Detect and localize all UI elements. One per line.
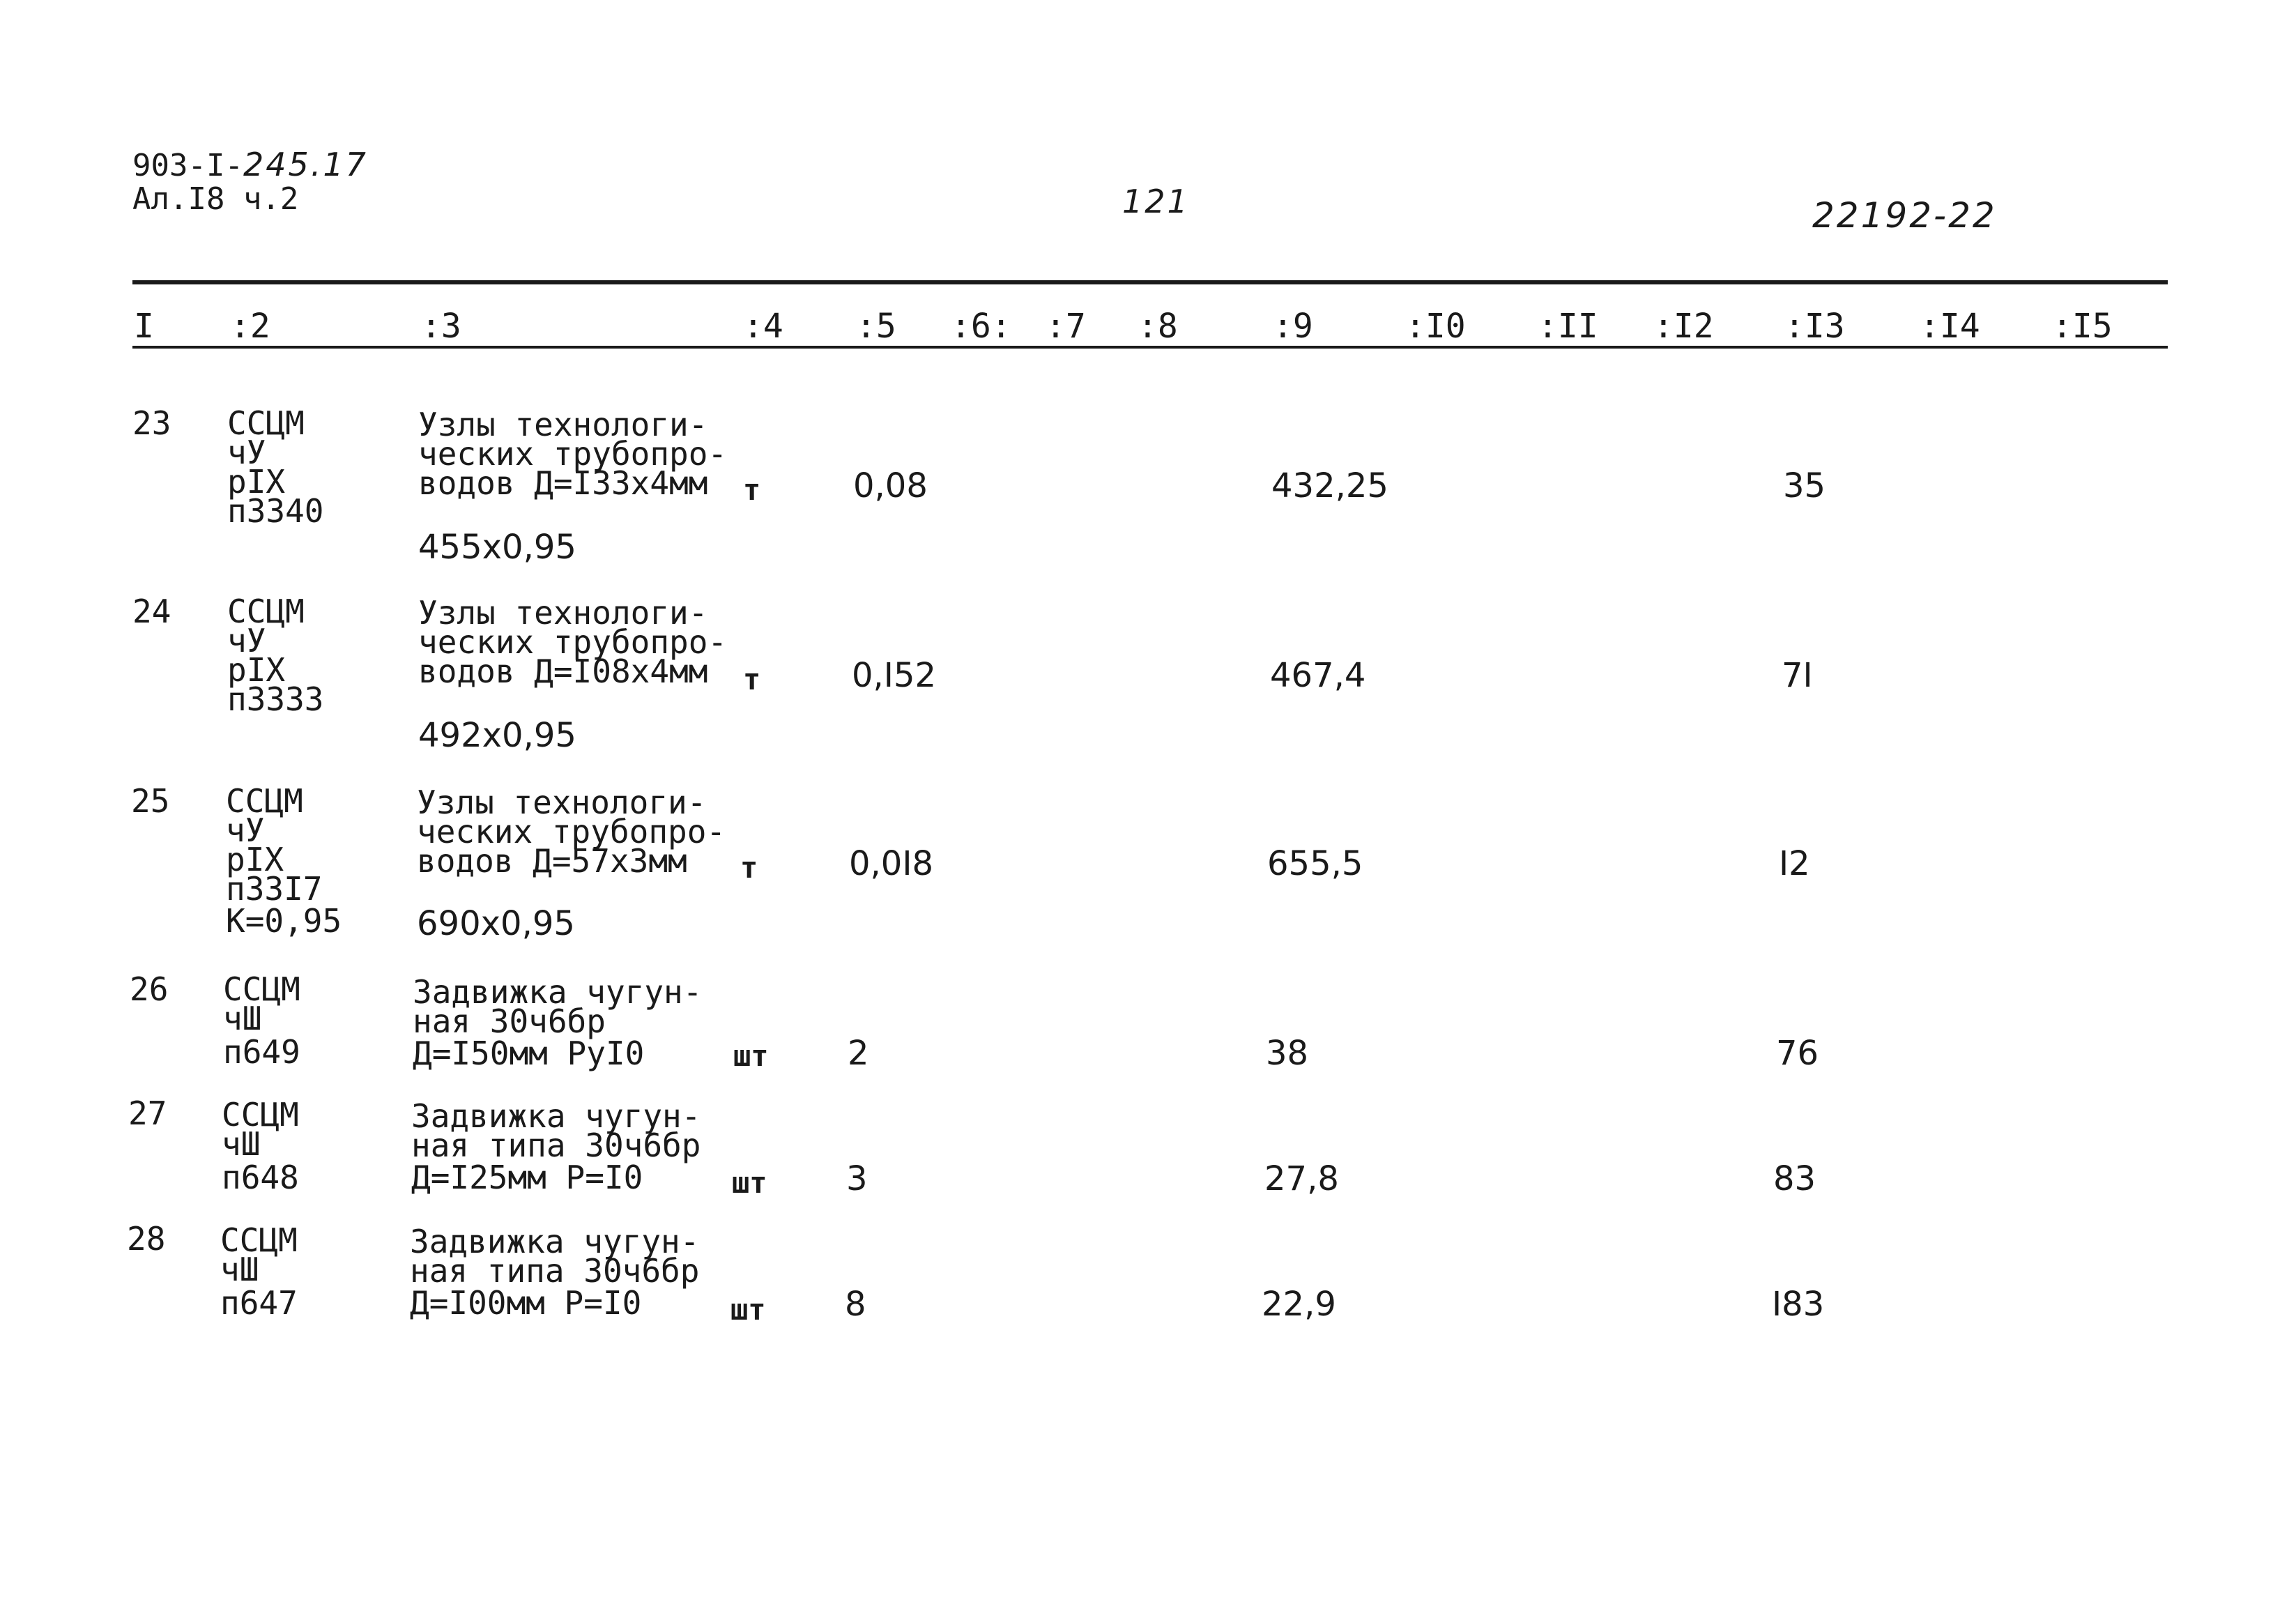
col-header-4: :4 [743,307,783,346]
resource-code-line: чУ [227,622,266,659]
row-number: 26 [130,970,169,1008]
resource-code-line: п3333 [227,680,324,718]
item-name-line: водов Д=I33x4мм [418,464,708,502]
col-header-1: I [134,307,154,346]
item-name-line: ная 30ч6бр [413,1002,606,1040]
row-number: 28 [127,1220,166,1258]
item-name-line: ная типа 30ч6бр [411,1127,701,1164]
item-name-line: ческих трубопро- [418,623,728,661]
resource-code-line: ССЦМ [222,1096,299,1134]
col-header-5: :5 [856,307,896,346]
quantity: 0,0I8 [849,844,934,883]
unit-price: 27,8 [1264,1159,1339,1198]
item-name-line: Узлы технологи- [418,594,708,632]
resource-code-line: п33I7 [226,870,323,908]
unit: т [743,473,761,507]
row-number: 24 [132,593,171,630]
header-rule-bottom [132,346,2168,349]
unit-price: 432,25 [1271,466,1388,505]
row-number: 25 [131,782,170,820]
doc-code-prefix: 903-I- [132,148,243,183]
resource-code-line: рIX [226,841,284,878]
col-header-12: :I2 [1653,307,1714,346]
item-name-line: Задвижка чугун- [411,1097,701,1135]
resource-code-line: чШ [220,1251,259,1288]
unit: шт [733,1039,769,1073]
unit-price: 467,4 [1270,656,1366,695]
item-name-line: ческих трубопро- [417,813,726,850]
quantity: 2 [848,1034,869,1073]
resource-code-line: рIX [227,651,286,689]
quantity: 8 [845,1285,866,1324]
unit: т [743,662,761,696]
col-header-13: :I3 [1784,307,1845,346]
row-number: 27 [128,1094,167,1132]
unit: шт [730,1292,766,1327]
item-calc: 455х0,95 [418,528,576,567]
resource-code-line: п647 [220,1284,298,1322]
resource-code-line: ССЦМ [227,593,305,630]
resource-code-line: ССЦМ [227,404,305,442]
col-header-14: :I4 [1920,307,1980,346]
unit-price: 38 [1266,1034,1309,1073]
col-header-11: :II [1538,307,1598,346]
item-name-line: ная типа 30ч6бр [410,1252,700,1290]
doc-code [132,148,368,183]
col-header-6: :6: [951,307,1011,346]
doc-code-handwritten: 245.17 [243,146,368,183]
resource-code-line: ССЦМ [226,782,303,820]
col-header-3: :3 [421,307,461,346]
total-cost: 35 [1783,466,1826,505]
total-cost: 7I [1782,656,1813,695]
item-name-line: ческих трубопро- [418,435,728,473]
sheet-code: 22192-22 [1812,195,1997,236]
resource-code-line: ССЦМ [220,1221,298,1259]
total-cost: 76 [1776,1034,1819,1073]
row-number: 23 [132,404,171,442]
col-header-2: :2 [230,307,270,346]
quantity: 3 [846,1159,868,1198]
resource-code-line: чУ [227,434,266,471]
unit: шт [732,1166,767,1200]
item-name-line: Д=I50мм РуI0 [413,1035,645,1072]
item-calc: 690х0,95 [417,904,575,943]
item-name-line: Узлы технологи- [417,784,707,821]
resource-code-line: п648 [222,1159,299,1196]
item-name-line: Задвижка чугун- [413,973,703,1011]
col-header-15: :I5 [2052,307,2113,346]
total-cost: I83 [1772,1285,1825,1324]
resource-code-line: п3340 [227,492,324,530]
item-name-line: водов Д=57x3мм [417,842,687,880]
item-name-line: водов Д=I08x4мм [418,652,708,690]
item-name-line: Д=I00мм Р=I0 [410,1284,642,1322]
resource-code-line: п649 [223,1033,300,1071]
quantity: 0,I52 [852,656,937,695]
unit: т [740,850,758,885]
col-header-9: :9 [1273,307,1313,346]
resource-code-line: чШ [223,1000,262,1037]
header-rule-top-2 [132,283,2168,284]
total-cost: 83 [1773,1159,1816,1198]
total-cost: I2 [1779,844,1810,883]
unit-price: 655,5 [1267,844,1363,883]
resource-code-line: чШ [222,1125,261,1163]
col-header-10: :I0 [1405,307,1466,346]
resource-code-line: чУ [226,811,265,849]
resource-code-line: ССЦМ [223,970,300,1008]
page-number: 121 [1122,183,1190,220]
item-name-line: Д=I25мм Р=I0 [411,1159,643,1196]
resource-code-line: К=0,95 [226,902,342,940]
quantity: 0,08 [853,466,928,505]
album-line: Ал.I8 ч.2 [132,181,299,217]
item-calc: 492х0,95 [418,716,576,755]
item-name-line: Задвижка чугун- [410,1223,700,1260]
resource-code-line: рIX [227,463,286,501]
col-header-7: :7 [1046,307,1086,346]
col-header-8: :8 [1138,307,1178,346]
unit-price: 22,9 [1262,1285,1336,1324]
item-name-line: Узлы технологи- [418,406,708,443]
